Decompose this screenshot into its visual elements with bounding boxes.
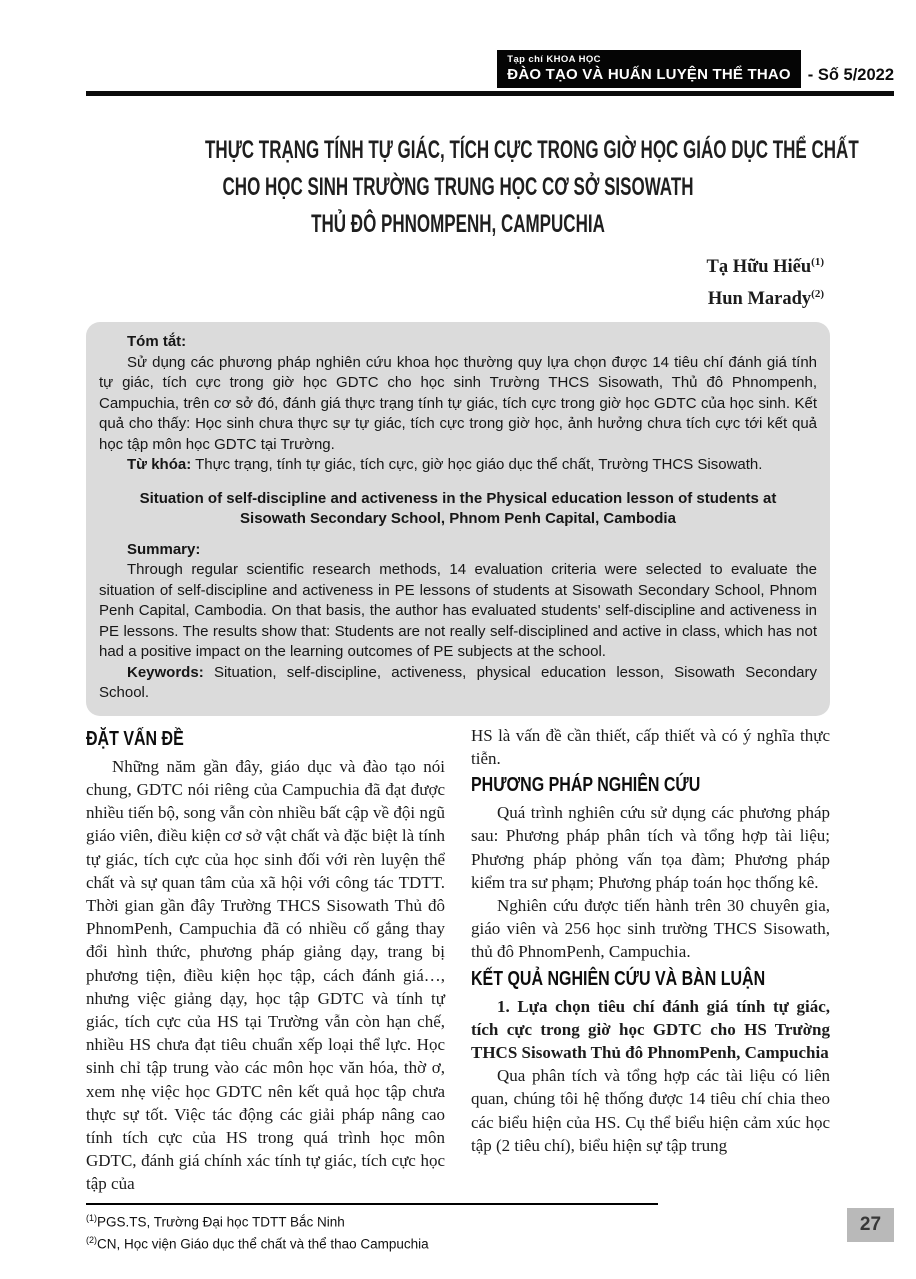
intro-paragraph: Những năm gần đây, giáo dục và đào tạo nói chung, GDTC nói riêng của Campuchia đã đạt được nhiều tiến bộ, song vẫn còn nhiều bất cập về đội ngũ giáo viên, điều kiện cơ sở vật chất và đặc biệt là tính tự giác, tích cực của học sinh đối với rèn luyện thể chất và sự quan tâm của xã hội với công tác TDTT. Thời gian gần đây Trường THCS Sisowath Thủ đô PhnomPenh, Campuchia đã có nhiều cố gắng thay đổi hình thức, phương pháp giảng dạy, trang bị phương tiện, điều kiện học tập, cách đánh giá…, nhưng việc giảng dạy, học tập GDTC và tính tự giác, tích cực của HS tại Trường vẫn còn hạn chế, nhiều HS chưa đạt tiêu chuẩn xếp loại thể lực. Học sinh chỉ tập trung vào các môn học văn hóa, thờ ơ, xem nhẹ việc học GDTC nên kết quả học tập chưa thực sự tốt. Việc tác động các giải pháp nâng cao tính tích cực của HS trong quá trình học môn GDTC, đánh giá chính xác tính tự giác, tích cực học tập của <box>86 756 445 1194</box>
article-body <box>86 724 830 1196</box>
footnote-text: CN, Học viện Giáo dục thể chất và thể thao Campuchia <box>97 1236 429 1252</box>
summary-text: Through regular scientific research methods, 14 evaluation criteria were selected to evaluate the situation of self-discipline and activeness in PE lessons of students at Sisowath Secondary School, Phnom Penh Capital, Cambodia. On that basis, the author has evaluated students' self-discipline and activeness in PE lessons. The results show that: Students are not really self-disciplined and active in class, which has not had a positive impact on the learning outcomes of PE subjects at the school. <box>99 561 817 661</box>
footnote-marker: (2) <box>86 1235 97 1246</box>
author-name: Tạ Hữu Hiếu <box>706 257 812 278</box>
intro-paragraph-continued: HS là vấn đề cần thiết, cấp thiết và có ý nghĩa thực tiễn. <box>471 725 830 769</box>
author-name: Hun Marady <box>707 289 812 310</box>
keywords-en-line <box>99 663 817 704</box>
author <box>86 281 824 313</box>
footnote-text: PGS.TS, Trường Đại học TDTT Bắc Ninh <box>97 1214 345 1230</box>
journal-masthead <box>497 50 801 88</box>
section-heading-dat-van-de: ĐẶT VẤN ĐỀ <box>86 727 184 750</box>
title-line-3: THỦ ĐÔ PHNOMPENH, CAMPUCHIA <box>311 210 605 238</box>
content-area <box>86 132 859 1254</box>
author-affiliation-marker: (2) <box>811 288 824 301</box>
abstract-box <box>86 322 830 716</box>
english-title: Situation of self-discipline and activeness in the Physical education lesson of students at Sisowath Secondary School, Phnom Penh Capital, Cambodia <box>139 489 777 527</box>
page-number: 27 <box>859 1214 882 1235</box>
abstract-vi-text: Sử dụng các phương pháp nghiên cứu khoa học thường quy lựa chọn được 14 tiêu chí đánh giá tính tự giác, tích cực trong giờ học GDTC cho học sinh Trường THCS Sisowath, Thủ đô Phnompenh, Campuchia, trên cơ sở đó, đánh giá thực trạng tính tự giác, tích cực trong giờ học GDTC của học sinh. Kết quả cho thấy: Học sinh chưa thực sự tự giác, tích cực trong giờ học, ảnh hưởng chưa tích cực tới kết quả học tập môn học GDTC tại Trường. <box>99 353 817 453</box>
author <box>86 249 824 281</box>
results-paragraph: Qua phân tích và tổng hợp các tài liệu có liên quan, chúng tôi hệ thống được 14 tiêu chí chia theo các biểu hiện của HS. Cụ thể biểu hiện cảm xúc học tập (2 tiêu chí), biểu hiện sự tập trung <box>471 1066 830 1155</box>
footnote-divider <box>86 1203 658 1205</box>
section-heading-phuong-phap: PHƯƠNG PHÁP NGHIÊN CỨU <box>471 774 701 797</box>
footnote-marker: (1) <box>86 1212 97 1223</box>
methods-paragraph-1: Quá trình nghiên cứu sử dụng các phương pháp sau: Phương pháp phân tích và tổng hợp tài liệu; Phương pháp phỏng vấn tọa đàm; Phương pháp kiểm tra sư phạm; Phương pháp toán học thống kê. <box>471 803 830 892</box>
column-right <box>471 724 830 1196</box>
footnote-2 <box>86 1231 830 1254</box>
keywords-vi-text: Thực trạng, tính tự giác, tích cực, giờ học giáo dục thể chất, Trường THCS Sisowath. <box>195 456 763 474</box>
title-line-1: THỰC TRẠNG TÍNH TỰ GIÁC, TÍCH CỰC TRONG GIỜ HỌC GIÁO DỤC THỂ CHẤT <box>205 136 859 164</box>
abstract-vi-label: Tóm tắt: <box>127 333 187 351</box>
journal-title: ĐÀO TẠO VÀ HUẤN LUYỆN THỂ THAO <box>507 66 791 83</box>
page-number-badge <box>847 1208 894 1242</box>
section-heading-ket-qua: KẾT QUẢ NGHIÊN CỨU VÀ BÀN LUẬN <box>471 967 766 990</box>
issue-label: - Số 5/2022 <box>807 66 894 84</box>
keywords-vi-line <box>99 455 817 476</box>
summary-label: Summary: <box>127 540 201 558</box>
author-affiliation-marker: (1) <box>811 256 824 268</box>
methods-paragraph-2: Nghiên cứu được tiến hành trên 30 chuyên gia, giáo viên và 256 học sinh trường THCS Sisowath, thủ đô PhnomPenh, Campuchia. <box>471 896 830 962</box>
journal-header <box>86 50 894 88</box>
header-divider <box>86 91 894 96</box>
author-list <box>86 249 830 313</box>
keywords-vi-label: Từ khóa: <box>127 456 192 474</box>
title-line-2: CHO HỌC SINH TRƯỜNG TRUNG HỌC CƠ SỞ SISOWATH <box>222 173 694 201</box>
article-title <box>86 132 859 243</box>
footnote-list <box>86 1209 830 1254</box>
journal-subtitle: Tạp chí KHOA HỌC <box>507 54 601 65</box>
column-left <box>86 724 445 1196</box>
footnote-1 <box>86 1209 830 1232</box>
keywords-en-label: Keywords: <box>127 663 204 681</box>
results-subheading: 1. Lựa chọn tiêu chí đánh giá tính tự giác, tích cực trong giờ học GDTC cho HS Trường THCS Sisowath Thủ đô PhnomPenh, Campuchia <box>471 996 830 1063</box>
keywords-en-text: Situation, self-discipline, activeness, physical education lesson, Sisowath Secondary School. <box>99 663 817 702</box>
